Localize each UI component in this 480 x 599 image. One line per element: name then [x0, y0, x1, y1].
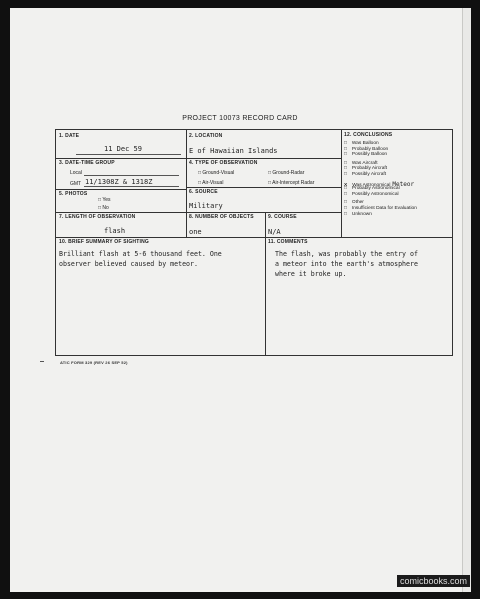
datetime-group-label: 3. DATE-TIME GROUP — [59, 160, 115, 166]
photos-option-yes: □ Yes — [98, 197, 111, 203]
conclusion-option — [344, 172, 386, 177]
checkbox-icon: □ — [344, 146, 347, 152]
option-air-intercept-radar: □ Air-Intercept Radar — [268, 180, 315, 186]
option-text: No — [102, 205, 109, 211]
conclusion-option-text: Probably Aircraft — [351, 166, 388, 172]
gmt-underline — [84, 186, 179, 187]
photos-cell — [56, 189, 186, 212]
gmt-value: 11/1308Z & 1318Z — [85, 178, 153, 186]
conclusion-option — [344, 141, 379, 146]
option-text: Air-Intercept Radar — [272, 180, 315, 186]
conclusion-option-text: Was Aircraft — [351, 160, 378, 166]
conclusion-option-text: Possibly Aircraft — [351, 172, 387, 177]
length-label: 7. LENGTH OF OBSERVATION — [59, 214, 136, 220]
checkbox-icon: □ — [344, 200, 347, 206]
checkbox-icon: □ — [344, 141, 347, 146]
option-ground-visual: □ Ground-Visual — [198, 170, 235, 176]
option-text: Air-Visual — [202, 180, 224, 186]
length-value: flash — [104, 227, 126, 235]
source-cell — [186, 187, 341, 212]
summary-cell — [56, 237, 265, 356]
conclusion-option-text: Other — [351, 200, 364, 206]
summary-label: 10. BRIEF SUMMARY OF SIGHTING — [59, 239, 149, 245]
form-number: ATIC FORM 329 (REV 26 SEP 52) — [60, 360, 128, 365]
card-title: PROJECT 10073 RECORD CARD — [182, 115, 298, 122]
checkbox-icon: □ — [344, 186, 347, 192]
option-ground-radar: □ Ground-Radar — [268, 170, 305, 176]
source-value: Military — [189, 202, 223, 210]
record-card-form — [55, 129, 453, 356]
comments-line: where it broke up. — [275, 270, 347, 278]
datetime-group-cell — [56, 158, 186, 189]
margin-tick — [40, 361, 44, 362]
course-cell — [265, 212, 341, 237]
summary-line: Brilliant flash at 5-6 thousand feet. One — [59, 250, 222, 258]
checkbox-icon: □ — [344, 206, 347, 211]
date-value: 11 Dec 59 — [104, 145, 142, 153]
comments-line: a meteor into the earth's atmosphere — [275, 260, 418, 268]
option-text: Yes — [102, 197, 111, 203]
comments-cell — [265, 237, 452, 356]
summary-line: observer believed caused by meteor. — [59, 260, 198, 268]
local-underline — [84, 175, 179, 176]
conclusion-option — [344, 186, 400, 191]
comments-line: The flash, was probably the entry of — [275, 250, 418, 258]
course-label: 9. COURSE — [268, 214, 297, 220]
page-edge — [462, 8, 471, 592]
conclusion-option — [344, 200, 364, 205]
checkbox-icon: □ — [344, 211, 347, 217]
conclusion-option-text: Probably Balloon — [351, 146, 389, 152]
conclusion-option-text: Was Astronomical — [352, 182, 391, 188]
checkbox-icon: □ — [344, 191, 347, 197]
location-value: E of Hawaiian Islands — [189, 147, 278, 155]
meteor-note: Meteor — [392, 180, 415, 188]
option-text: Ground-Radar — [272, 170, 305, 176]
objects-label: 8. NUMBER OF OBJECTS — [189, 214, 254, 220]
checkbox-icon: □ — [344, 172, 347, 177]
conclusion-option — [344, 212, 372, 217]
conclusion-option — [344, 166, 387, 171]
conclusions-label: 12. CONCLUSIONS — [344, 132, 393, 138]
comments-label: 11. COMMENTS — [268, 239, 308, 245]
conclusion-option-text: Possibly Balloon — [351, 152, 388, 158]
conclusion-option-text: Probably Astronomical — [351, 186, 400, 192]
conclusion-option — [344, 147, 388, 152]
location-label: 2. LOCATION — [189, 133, 223, 139]
checkbox-icon: X — [344, 182, 348, 188]
option-air-visual: □ Air-Visual — [198, 180, 224, 186]
date-underline — [76, 154, 181, 155]
photos-label: 5. PHOTOS — [59, 191, 88, 197]
objects-value: one — [189, 228, 202, 236]
objects-cell — [186, 212, 265, 237]
summary-text — [59, 249, 222, 269]
photos-option-no: □ No — [98, 205, 109, 211]
source-label: 6. SOURCE — [189, 189, 218, 195]
conclusion-option — [344, 192, 399, 197]
conclusion-option — [344, 152, 387, 157]
length-cell — [56, 212, 186, 237]
observation-type-cell — [186, 158, 341, 187]
location-cell — [186, 130, 341, 158]
conclusion-option-text: Unknown — [351, 211, 372, 217]
conclusion-option-text: Insufficient Data for Evaluation — [351, 206, 417, 211]
observation-type-label: 4. TYPE OF OBSERVATION — [189, 160, 258, 166]
local-label: Local — [70, 170, 82, 176]
gmt-label: GMT — [70, 181, 82, 187]
checkbox-icon: □ — [344, 152, 347, 158]
date-label: 1. DATE — [59, 133, 80, 139]
checkbox-icon: □ — [344, 160, 347, 166]
conclusion-option-text: Possibly Astronomical — [351, 191, 399, 197]
conclusion-option-text: Was Balloon — [351, 141, 379, 146]
watermark: comicbooks.com — [397, 575, 470, 587]
conclusions-cell — [341, 130, 452, 237]
date-cell — [56, 130, 186, 158]
conclusion-option — [344, 206, 417, 211]
comments-text — [275, 249, 418, 279]
course-value: N/A — [268, 228, 281, 236]
checkbox-icon: □ — [344, 166, 347, 172]
option-text: Ground-Visual — [202, 170, 235, 176]
